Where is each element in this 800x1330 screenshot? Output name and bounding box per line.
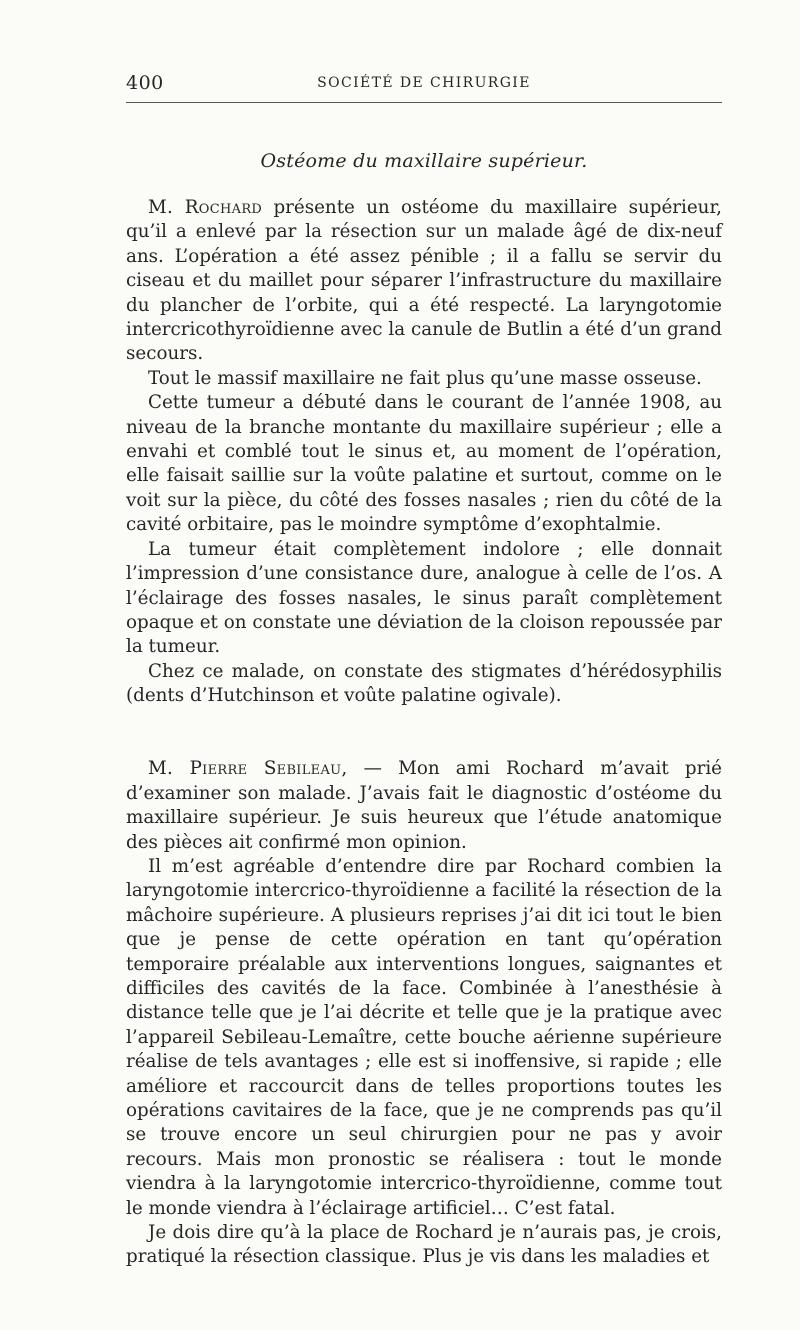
- paragraph: [126, 196, 722, 367]
- article-title: Ostéome du maxillaire supérieur.: [260, 150, 588, 172]
- paragraph: Je dois dire qu’à la place de Rochard je n’aurais pas, je crois, pratiqué la résection classique. Plus je vis dans les maladies et: [126, 1222, 722, 1268]
- paragraph-text: — Mon ami Rochard m’avait prié d’examiner son malade. J’avais fait le diagnostic d’ostéome du maxillaire supérieur. Je suis heureux que l’étude anatomique des pièces ait confirmé mon opinion.: [126, 758, 722, 853]
- header-rule: [126, 102, 722, 103]
- paragraph-text: présente un ostéome du maxillaire supérieur, qu’il a enlevé par la résection sur un malade âgé de dix-neuf ans. L’opération a été assez pénible ; il a fallu se servir du ciseau et du maillet pour séparer l’infrastructure du maxillaire du plancher de l’orbite, qui a été respecté. La laryngotomie intercricothyroïdienne avec la canule de Butlin a été d’un grand secours.: [126, 197, 722, 365]
- author-name: M. Rochard: [148, 197, 263, 218]
- paragraph: Chez ce malade, on constate des stigmates d’hérédosyphilis (dents d’Hutchinson et voûte palatine ogivale).: [126, 660, 722, 707]
- article-body: [126, 196, 722, 1270]
- paragraph: Tout le massif maxillaire ne fait plus qu’une masse osseuse.: [148, 367, 702, 389]
- section-gap: [126, 709, 722, 758]
- author-name: M. Pierre Sebileau,: [148, 758, 348, 780]
- paragraph: Il m’est agréable d’entendre dire par Rochard combien la laryngotomie intercrico-thyroïdienne a facilité la résection de la mâchoire supérieure. A plusieurs reprises j’ai dit ici tout le bien que je pense de cette opération en tant qu’opération temporaire préalable aux interventions longues, saignantes et difficiles des cavités de la face. Combinée à l’anesthésie à distance telle que je l’ai décrite et telle que je la pratique avec l’appareil Sebileau-Lemaître, cette bouche aérienne supérieure réalise de tels avantages ; elle est si inoffensive, si rapide ; elle améliore et raccourcit dans de telles proportions toutes les opérations cavitaires de la face, que je ne comprends pas qu’il se trouve encore un seul chirurgien pour ne pas y avoir recours. Mais mon pronostic se réalisera : tout le monde viendra à la laryngotomie intercrico-thyroïdienne, comme tout le monde viendra à l’éclairage artificiel… C’est fatal.: [126, 855, 722, 1219]
- paragraph: [126, 757, 722, 855]
- page-number: 400: [126, 72, 164, 94]
- paragraph: La tumeur était complètement indolore ; elle donnait l’impression d’une consistance dure, analogue à celle de l’os. A l’éclairage des fosses nasales, le sinus paraît complètement opaque et on constate une déviation de la cloison repoussée par la tumeur.: [126, 538, 722, 658]
- paragraph: Cette tumeur a débuté dans le courant de l’année 1908, au niveau de la branche montante du maxillaire supérieur ; elle a envahi et comblé tout le sinus et, au moment de l’opération, elle faisait saillie sur la voûte palatine et surtout, comme on le voit sur la pièce, du côté des fosses nasales ; rien du côté de la cavité orbitaire, pas le moindre symptôme d’exophtalmie.: [126, 392, 722, 536]
- page-header: [126, 72, 722, 96]
- running-head: SOCIÉTÉ DE CHIRURGIE: [317, 75, 531, 91]
